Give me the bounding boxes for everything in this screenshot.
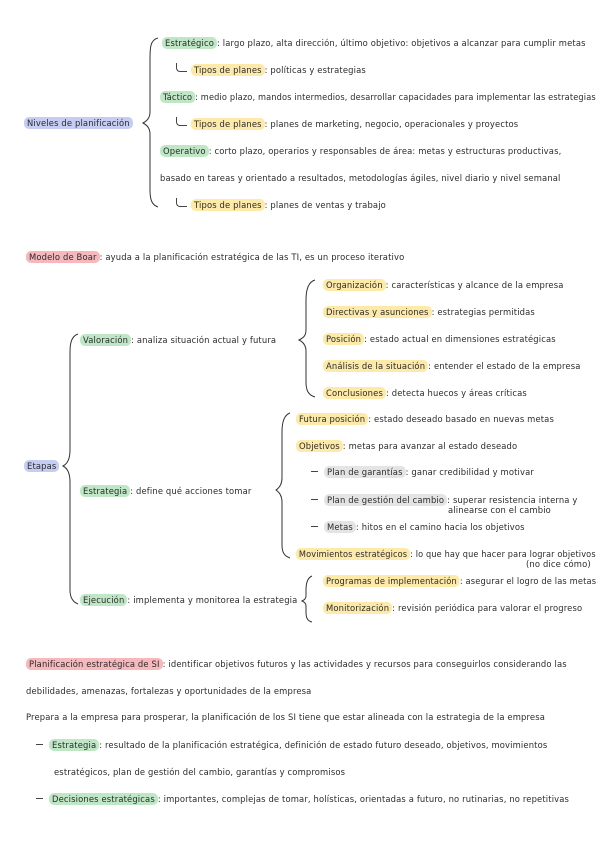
nivel-estrategico: Estratégico : largo plazo, alta dirección, último objetivo: objetivos a alcanzar para cumplir metas bbox=[162, 37, 586, 49]
dash-icon bbox=[36, 744, 43, 745]
ejecucion-bracket bbox=[302, 576, 312, 622]
ejecucion-item: Programas de implementación : asegurar el logro de las metas bbox=[323, 575, 596, 587]
psi-decisiones: Decisiones estratégicas : importantes, complejas de tomar, holísticas, orientadas a futuro, no rutinarias, no repetitivas bbox=[36, 793, 569, 805]
valoracion-item: Posición : estado actual en dimensiones estratégicas bbox=[323, 333, 556, 345]
psi-estrategia-cont: estratégicos, plan de gestión del cambio, garantías y compromisos bbox=[54, 767, 346, 777]
psi-heading: Planificación estratégica de SI : identificar objetivos futuros y las actividades y recursos para conseguirlos considerando las bbox=[26, 658, 567, 670]
dash-icon bbox=[311, 499, 318, 500]
arrow-icon bbox=[176, 63, 187, 72]
psi-prepara: Prepara a la empresa para prosperar, la planificación de los SI tiene que estar alineada con la estrategia de la empresa bbox=[26, 712, 546, 722]
etapa-estrategia: Estrategia : define qué acciones tomar bbox=[80, 485, 252, 497]
nivel-operativo-tipos: Tipos de planes : planes de ventas y trabajo bbox=[176, 198, 386, 211]
psi-cont: debilidades, amenazas, fortalezas y oportunidades de la empresa bbox=[26, 686, 312, 696]
valoracion-item: Conclusiones : detecta huecos y áreas críticas bbox=[323, 387, 527, 399]
estrategia-bracket bbox=[276, 413, 290, 558]
dash-icon bbox=[311, 471, 318, 472]
valoracion-item: Análisis de la situación : entender el estado de la empresa bbox=[323, 360, 581, 372]
nivel-operativo: Operativo : corto plazo, operarios y responsables de área: metas y estructuras productivas, bbox=[160, 145, 561, 157]
valoracion-item: Directivas y asunciones : estrategias permitidas bbox=[323, 306, 535, 318]
estrategia-movimientos-nota: (no dice cómo) bbox=[526, 559, 591, 569]
niveles-root: Niveles de planificación bbox=[24, 117, 133, 129]
estrategia-plan-gestion: Plan de gestión del cambio : superar resistencia interna y bbox=[311, 494, 578, 506]
estrategia-plan-garantias: Plan de garantías : ganar credibilidad y motivar bbox=[311, 466, 534, 478]
estrategia-metas: Metas : hitos en el camino hacia los objetivos bbox=[311, 521, 525, 533]
nivel-tactico: Táctico : medio plazo, mandos intermedios, desarrollar capacidades para implementar las estrategias bbox=[160, 91, 596, 103]
arrow-icon bbox=[176, 198, 187, 207]
psi-estrategia: Estrategia : resultado de la planificación estratégica, definición de estado futuro deseado, objetivos, movimientos bbox=[36, 739, 547, 751]
dash-icon bbox=[36, 798, 43, 799]
nivel-tactico-tipos: Tipos de planes : planes de marketing, negocio, operacionales y proyectos bbox=[176, 117, 518, 130]
etapa-valoracion: Valoración : analiza situación actual y futura bbox=[80, 334, 276, 346]
valoracion-item: Organización : características y alcance de la empresa bbox=[323, 279, 564, 291]
nivel-operativo-cont: basado en tareas y orientado a resultados, metodologías ágiles, nivel diario y nivel semanal bbox=[160, 173, 561, 183]
estrategia-objetivos: Objetivos : metas para avanzar al estado deseado bbox=[296, 440, 517, 452]
etapa-ejecucion: Ejecución : implementa y monitorea la estrategia bbox=[80, 594, 297, 606]
dash-icon bbox=[311, 526, 318, 527]
ejecucion-item: Monitorización : revisión periódica para valorar el progreso bbox=[323, 602, 582, 614]
etapas-bracket bbox=[63, 334, 78, 604]
nivel-estrategico-tipos: Tipos de planes : políticas y estrategias bbox=[176, 63, 366, 76]
estrategia-plan-gestion-cont: alinearse con el cambio bbox=[448, 505, 551, 515]
etapas-root: Etapas bbox=[24, 460, 59, 472]
estrategia-movimientos: Movimientos estratégicos : lo que hay que hacer para lograr objetivos bbox=[296, 548, 596, 560]
estrategia-futura: Futura posición : estado deseado basado en nuevas metas bbox=[296, 413, 554, 425]
niveles-bracket bbox=[143, 38, 158, 207]
valoracion-bracket bbox=[299, 280, 315, 397]
modelo-boar: Modelo de Boar : ayuda a la planificación estratégica de las TI, es un proceso iterativo bbox=[26, 251, 404, 263]
arrow-icon bbox=[176, 117, 187, 126]
